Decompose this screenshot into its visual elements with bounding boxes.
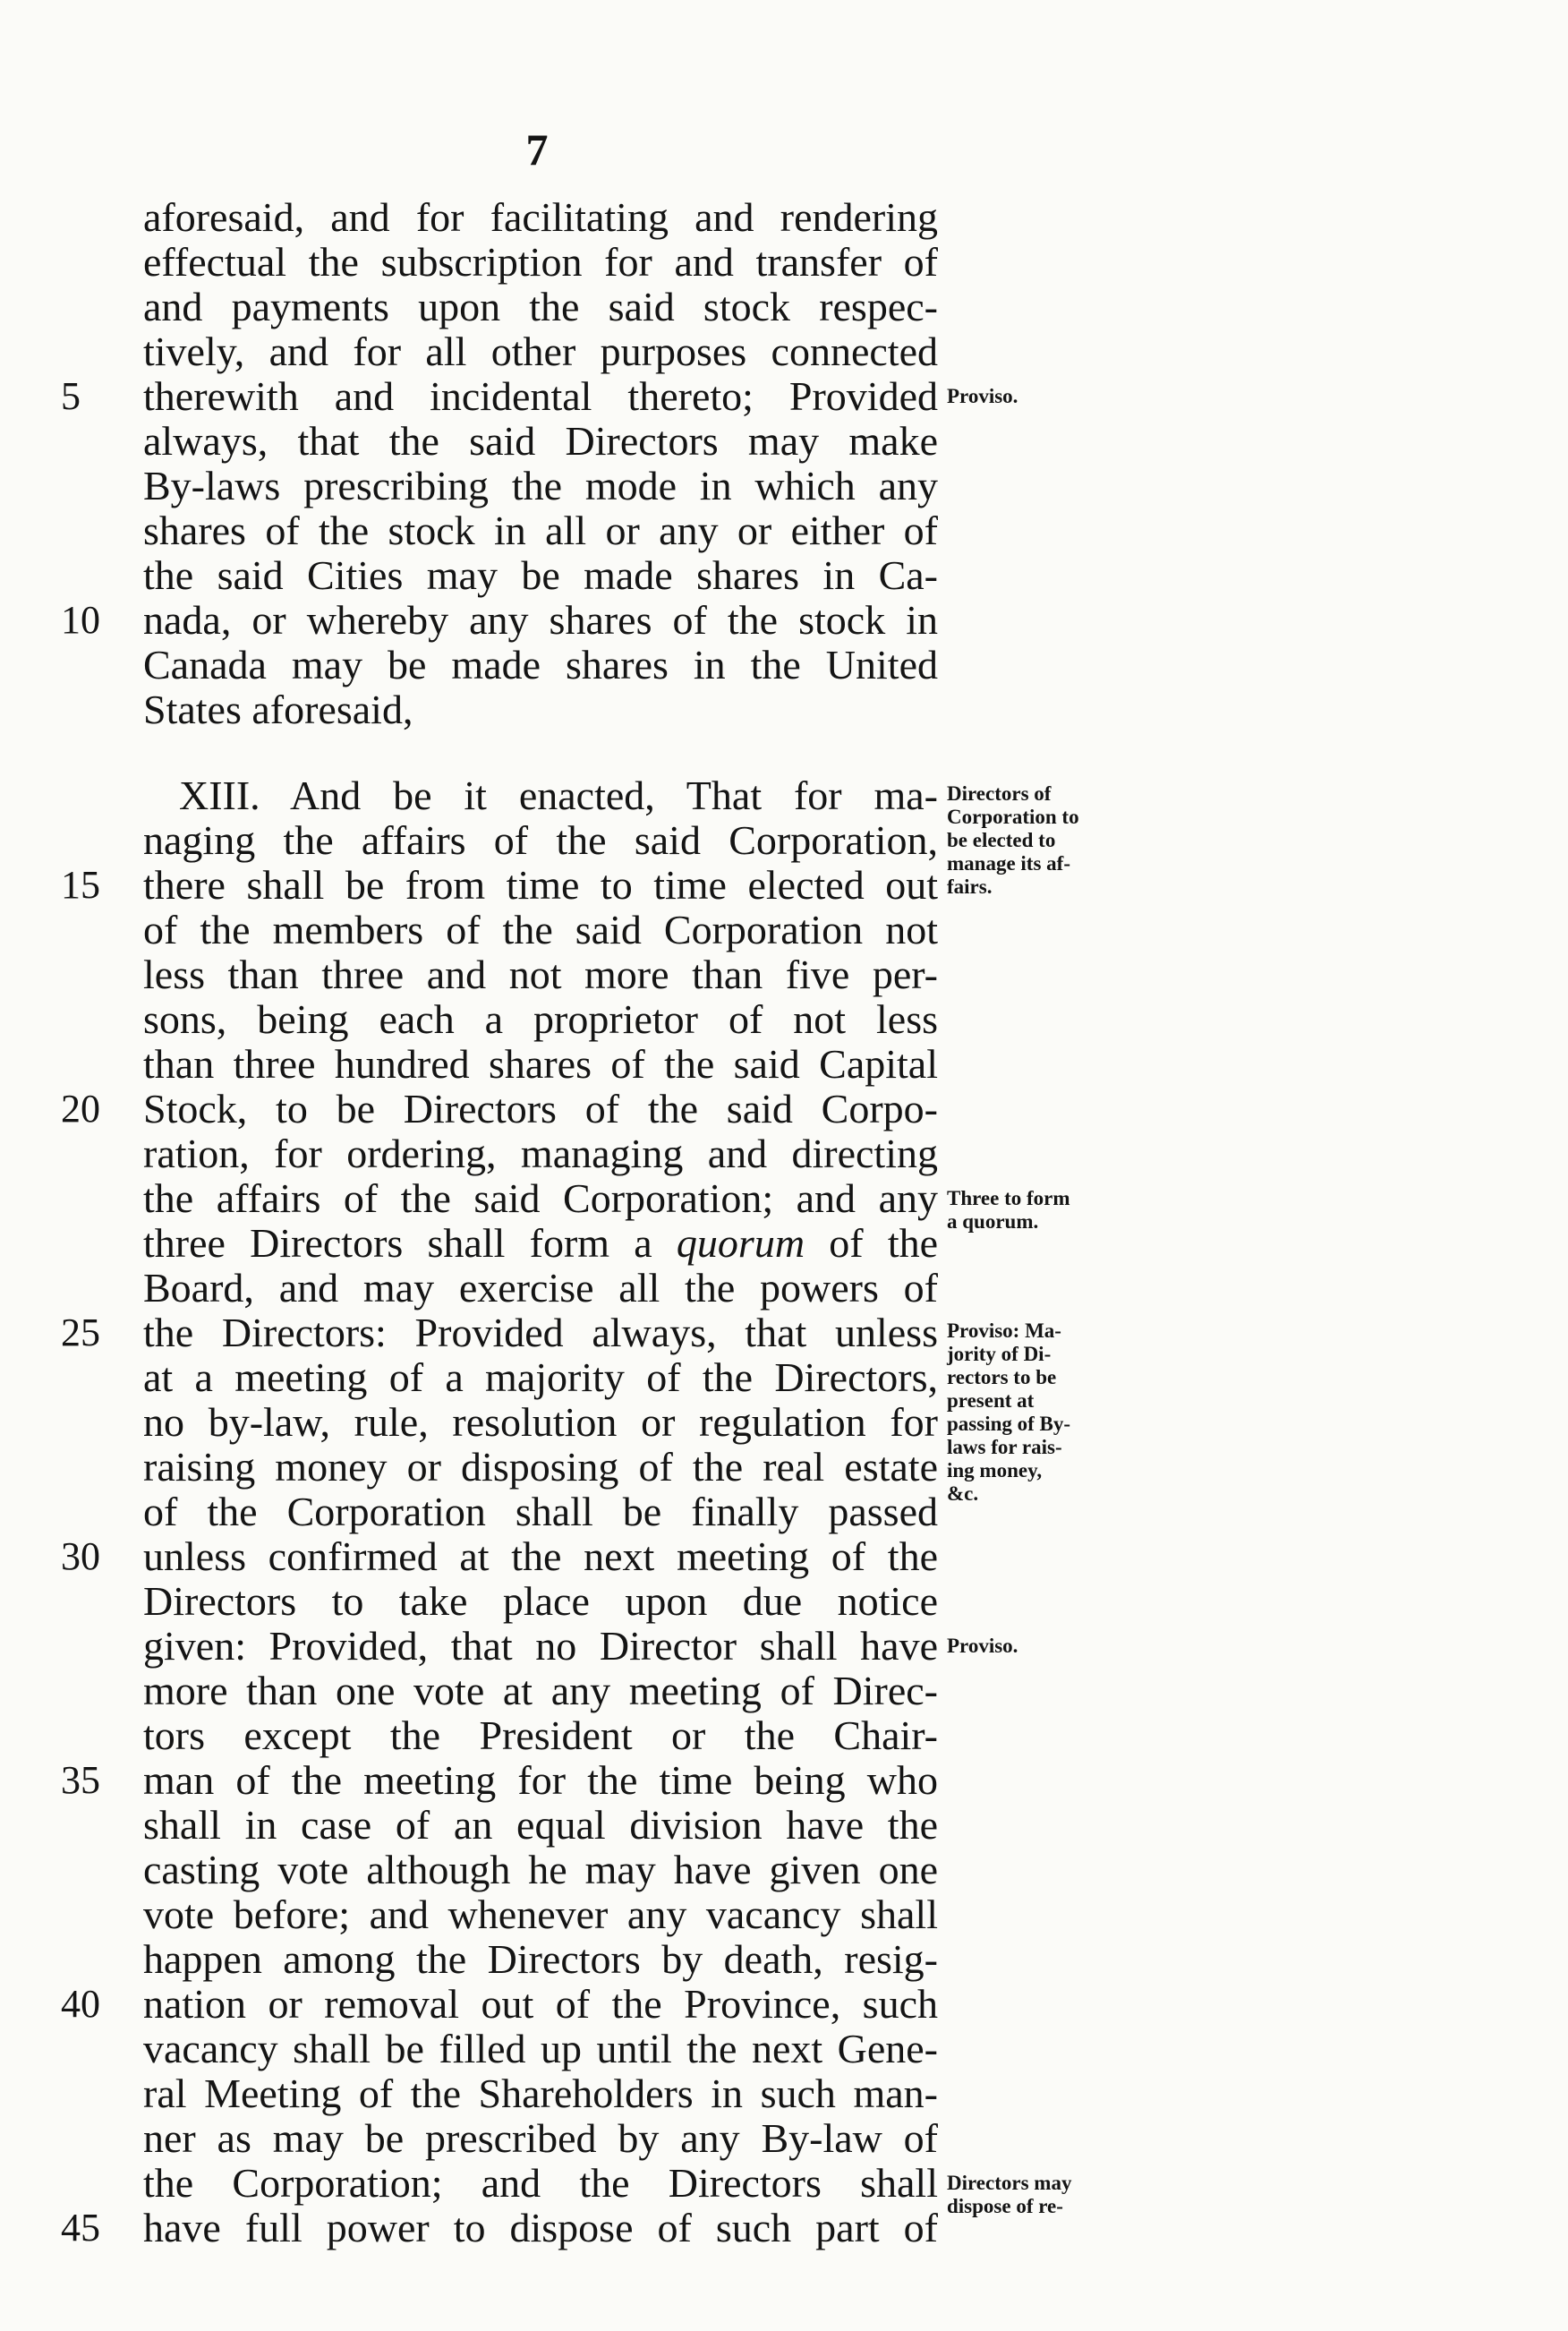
text-line: at a meeting of a majority of the Directors, <box>143 1354 938 1400</box>
text-line: given: Provided, that no Director shall have <box>143 1623 938 1669</box>
text-line: happen among the Directors by death, resig- <box>143 1936 938 1982</box>
text-line: By-laws prescribing the mode in which any <box>143 463 938 508</box>
line-number: 35 <box>61 1758 100 1802</box>
text-line: vote before; and whenever any vacancy shall <box>143 1891 938 1937</box>
text-line: sons, being each a proprietor of not less <box>143 996 938 1042</box>
line-number: 25 <box>61 1311 100 1354</box>
margin-note-line: Corporation to <box>947 806 1079 828</box>
line-number: 30 <box>61 1534 100 1578</box>
text-line: Directors to take place upon due notice <box>143 1578 938 1624</box>
text-line: of the members of the said Corporation not <box>143 907 938 952</box>
margin-note <box>947 1319 1070 1506</box>
text-line: have full power to dispose of such part of <box>143 2205 938 2250</box>
text-line: there shall be from time to time elected out <box>143 862 938 908</box>
margin-note-line: a quorum. <box>947 1210 1039 1233</box>
margin-note <box>947 782 1079 899</box>
text-line: tors except the President or the Chair- <box>143 1712 938 1758</box>
text-line: aforesaid, and for facilitating and rendering <box>143 194 938 240</box>
margin-note-line: Proviso. <box>947 1635 1018 1657</box>
text-line: the affairs of the said Corporation; and any <box>143 1175 938 1221</box>
text-line: the Corporation; and the Directors shall <box>143 2160 938 2206</box>
text-line: of the Corporation shall be finally passed <box>143 1489 938 1534</box>
margin-note <box>947 1187 1070 1234</box>
margin-note-line: jority of Di- <box>947 1343 1052 1365</box>
margin-note-line: ing money, <box>947 1459 1043 1481</box>
text-line: ration, for ordering, managing and directing <box>143 1131 938 1176</box>
text-line: man of the meeting for the time being who <box>143 1757 938 1803</box>
line-number: 10 <box>61 598 100 642</box>
text-line: than three hundred shares of the said Capital <box>143 1041 938 1087</box>
margin-note-line: manage its af- <box>947 852 1070 875</box>
text-line: effectual the subscription for and transfer of <box>143 239 938 285</box>
margin-note-line: dispose of re- <box>947 2195 1063 2217</box>
text-line: nation or removal out of the Province, such <box>143 1981 938 2027</box>
text-line: vacancy shall be filled up until the next Gene- <box>143 2026 938 2071</box>
text-line: casting vote although he may have given one <box>143 1847 938 1892</box>
text-line: no by-law, rule, resolution or regulation for <box>143 1399 938 1445</box>
margin-note-line: Proviso. <box>947 385 1018 407</box>
margin-note-line: be elected to <box>947 829 1056 851</box>
margin-note-line: &c. <box>947 1482 979 1505</box>
margin-note-line: passing of By- <box>947 1413 1071 1435</box>
margin-note-line: present at <box>947 1389 1035 1412</box>
text-line: States aforesaid, <box>143 687 413 732</box>
text-line: naging the affairs of the said Corporation, <box>143 817 938 863</box>
text-line: ral Meeting of the Shareholders in such man- <box>143 2071 938 2116</box>
text-line: Canada may be made shares in the United <box>143 642 938 687</box>
margin-note <box>947 1635 1018 1658</box>
text-line: Board, and may exercise all the powers of <box>143 1265 938 1311</box>
text-line: XIII. And be it enacted, That for ma- <box>179 773 938 818</box>
text-line: nada, or whereby any shares of the stock in <box>143 597 938 643</box>
page-number: 7 <box>525 124 549 175</box>
text-line: the Directors: Provided always, that unless <box>143 1310 938 1355</box>
text-segment: of the <box>829 1220 939 1266</box>
margin-note-line: Directors may <box>947 2172 1072 2194</box>
line-number: 15 <box>61 863 100 907</box>
margin-note-line: Proviso: Ma- <box>947 1319 1061 1342</box>
margin-note <box>947 385 1018 408</box>
margin-note-line: laws for rais- <box>947 1436 1062 1458</box>
margin-note-line: rectors to be <box>947 1366 1057 1388</box>
margin-note-line: Three to form <box>947 1187 1070 1209</box>
line-number: 45 <box>61 2206 100 2250</box>
text-line: the said Cities may be made shares in Ca- <box>143 552 938 598</box>
margin-note-line: fairs. <box>947 875 993 898</box>
text-segment: three Directors shall form a <box>143 1220 652 1266</box>
line-number: 20 <box>61 1087 100 1131</box>
text-line: unless confirmed at the next meeting of the <box>143 1533 938 1579</box>
text-line <box>143 1221 938 1266</box>
text-line: Stock, to be Directors of the said Corpo- <box>143 1086 938 1131</box>
line-number: 40 <box>61 1982 100 2026</box>
text-line: therewith and incidental thereto; Provided <box>143 373 938 419</box>
text-line: shall in case of an equal division have the <box>143 1802 938 1848</box>
text-line: ner as may be prescribed by any By-law of <box>143 2115 938 2161</box>
text-line: always, that the said Directors may make <box>143 418 938 464</box>
text-line: tively, and for all other purposes connected <box>143 329 938 374</box>
text-line: less than three and not more than five per- <box>143 952 938 997</box>
text-line: and payments upon the said stock respec- <box>143 284 938 329</box>
text-line: shares of the stock in all or any or either of <box>143 508 938 553</box>
text-line: more than one vote at any meeting of Direc- <box>143 1668 938 1713</box>
margin-note-line: Directors of <box>947 782 1052 805</box>
line-number: 5 <box>61 374 81 418</box>
text-line: raising money or disposing of the real estate <box>143 1444 938 1490</box>
quorum-word: quorum <box>676 1220 805 1266</box>
margin-note <box>947 2172 1071 2218</box>
